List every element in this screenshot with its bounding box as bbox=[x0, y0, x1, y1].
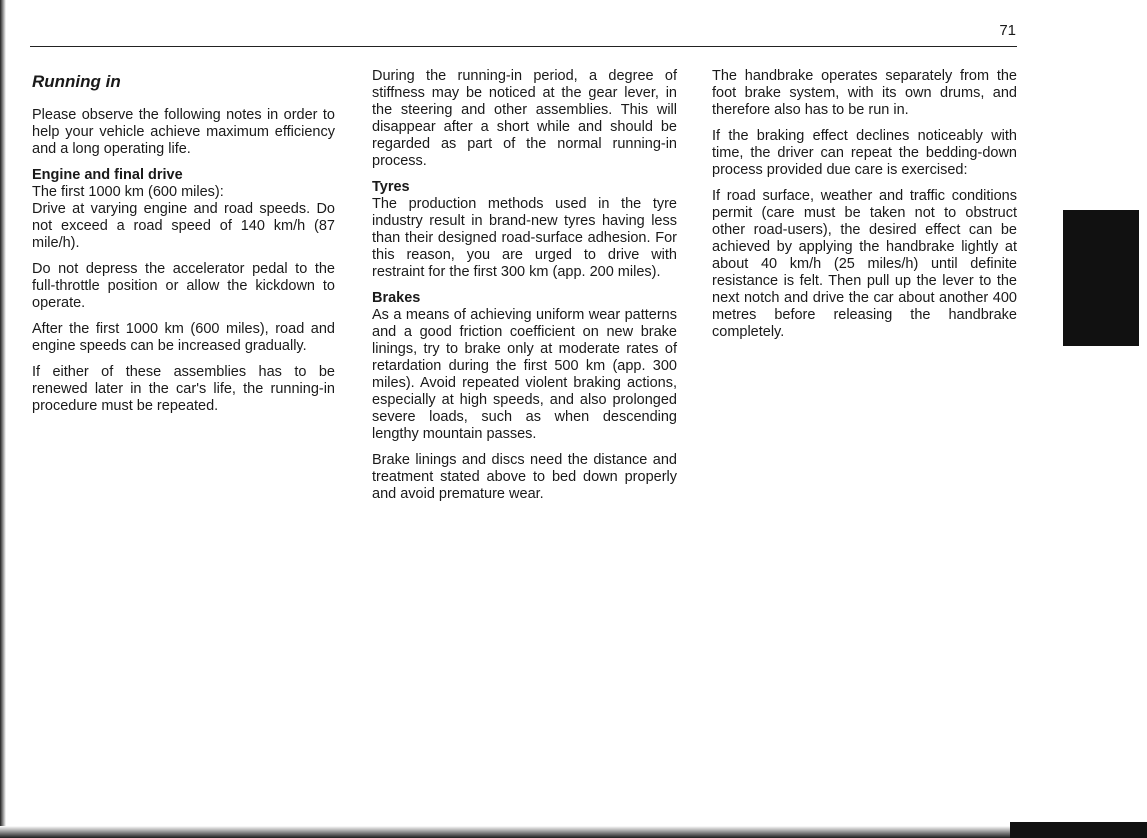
handbrake-paragraph-1: The handbrake operates separately from the foot brake system, with its own drums, and therefore also has to be run in. bbox=[712, 68, 1017, 118]
brakes-paragraph-1: As a means of achieving uniform wear patterns and a good friction coefficient on new brake linings, try to brake only at moderate rates of retardation during the first 500 km (app. 300 miles). Avoid repeated violent braking actions, especially at high speeds, and also prolonged severe loads, such as when descending lengthy mountain passes. bbox=[372, 307, 677, 442]
column-running-in bbox=[32, 68, 335, 424]
engine-heading: Engine and final drive bbox=[32, 167, 183, 183]
section-title: Running in bbox=[32, 72, 121, 91]
scan-corner-shadow bbox=[1010, 822, 1147, 838]
engine-subheading: The first 1000 km (600 miles): bbox=[32, 184, 224, 200]
intro-paragraph: Please observe the following notes in order to help your vehicle achieve maximum efficiency and a long operating life. bbox=[32, 107, 335, 157]
tyres-heading: Tyres bbox=[372, 179, 410, 195]
handbrake-paragraph-3: If road surface, weather and traffic conditions permit (care must be taken not to obstruct other road-users), the desired effect can be achieved by applying the handbrake lightly at about 40 km/h (25 miles/h) until definite resistance is felt. Then pull up the lever to the next notch and drive the car about another 400 metres before releasing the handbrake completely. bbox=[712, 188, 1017, 340]
tyres-paragraph: The production methods used in the tyre industry result in brand-new tyres having less than their designed road-surface adhesion. For this reason, you are urged to drive with restraint for the first 300 km (app. 200 miles). bbox=[372, 196, 677, 280]
engine-paragraph-3: After the first 1000 km (600 miles), road and engine speeds can be increased gradually. bbox=[32, 321, 335, 354]
column-handbrake bbox=[712, 68, 1017, 350]
engine-paragraph-4: If either of these assemblies has to be renewed later in the car's life, the running-in procedure must be repeated. bbox=[32, 364, 335, 414]
section-thumb-tab bbox=[1063, 210, 1139, 346]
page-number: 71 bbox=[999, 22, 1016, 39]
column-tyres-brakes bbox=[372, 68, 677, 512]
brakes-paragraph-2: Brake linings and discs need the distance and treatment stated above to bed down properly and avoid premature wear. bbox=[372, 452, 677, 502]
header-rule bbox=[30, 46, 1017, 47]
scan-bottom-shadow bbox=[0, 826, 1147, 838]
gear-paragraph: During the running-in period, a degree of stiffness may be noticed at the gear lever, in the steering and other assemblies. This will disappear after a short while and should be regarded as part of the normal running-in process. bbox=[372, 68, 677, 169]
page-edge-shadow bbox=[0, 0, 6, 838]
brakes-heading: Brakes bbox=[372, 290, 421, 306]
handbrake-paragraph-2: If the braking effect declines noticeably with time, the driver can repeat the bedding-down process provided due care is exercised: bbox=[712, 128, 1017, 178]
engine-paragraph-2: Do not depress the accelerator pedal to the full-throttle position or allow the kickdown to operate. bbox=[32, 261, 335, 311]
engine-paragraph-1: Drive at varying engine and road speeds. Do not exceed a road speed of 140 km/h (87 mile/h). bbox=[32, 201, 335, 251]
